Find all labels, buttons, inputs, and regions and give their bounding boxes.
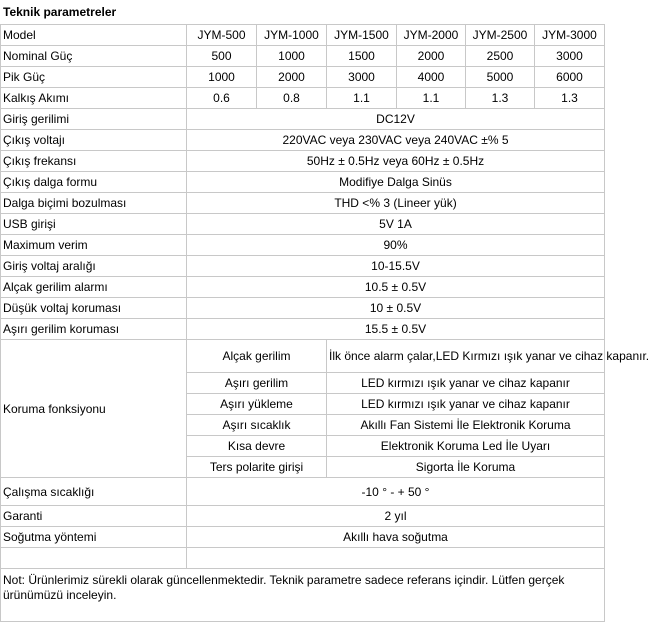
value-cell: 500 [187,46,257,67]
value-cell: 220VAC veya 230VAC veya 240VAC ±% 5 [187,130,605,151]
row-label: Aşırı gerilim koruması [1,319,187,340]
value-cell: THD <% 3 (Lineer yük) [187,193,605,214]
value-cell: 2000 [257,67,327,88]
value-cell: 10-15.5V [187,256,605,277]
value-cell: 1000 [257,46,327,67]
value-cell: 2 yıl [187,506,605,527]
value-cell: 1.3 [466,88,535,109]
protection-item-value: Elektronik Koruma Led İle Uyarı [327,436,605,457]
table-row [1,88,605,109]
value-cell: 1000 [187,67,257,88]
value-cell: 2500 [466,46,535,67]
model-cell: JYM-2000 [397,25,466,46]
value-cell: 2000 [397,46,466,67]
row-label: Çıkış frekansı [1,151,187,172]
table-row [1,151,605,172]
row-label: Pik Güç [1,67,187,88]
table-row [1,506,605,527]
table-row [1,256,605,277]
empty-cell [1,548,187,569]
value-cell: DC12V [187,109,605,130]
value-cell: 6000 [535,67,605,88]
value-cell: 1.3 [535,88,605,109]
protection-item-name: Aşırı gerilim [187,373,327,394]
protection-item-name: Aşırı sıcaklık [187,415,327,436]
table-row [1,193,605,214]
row-label: Giriş gerilimi [1,109,187,130]
note-row [1,569,605,622]
model-cell: JYM-500 [187,25,257,46]
value-cell: 5000 [466,67,535,88]
table-row [1,298,605,319]
page-title: Teknik parametreler [3,5,117,19]
table-row [1,527,605,548]
empty-row [1,548,605,569]
table-header-row [1,25,605,46]
row-label: Düşük voltaj koruması [1,298,187,319]
value-cell: 15.5 ± 0.5V [187,319,605,340]
row-label: Kalkış Akımı [1,88,187,109]
table-row [1,67,605,88]
value-cell: 1.1 [327,88,397,109]
value-cell: 0.8 [257,88,327,109]
protection-item-name: Aşırı yükleme [187,394,327,415]
table-row [1,130,605,151]
model-cell: JYM-3000 [535,25,605,46]
value-cell: 3000 [327,67,397,88]
value-cell: -10 ° - + 50 ° [187,478,605,506]
value-cell: 4000 [397,67,466,88]
value-cell: Akıllı hava soğutma [187,527,605,548]
row-label: Dalga biçimi bozulması [1,193,187,214]
row-label: Soğutma yöntemi [1,527,187,548]
value-cell: 50Hz ± 0.5Hz veya 60Hz ± 0.5Hz [187,151,605,172]
table-row [1,340,605,373]
protection-item-value: LED kırmızı ışık yanar ve cihaz kapanır [327,373,605,394]
value-cell: 0.6 [187,88,257,109]
protection-item-name: Alçak gerilim [187,340,327,373]
model-cell: JYM-1500 [327,25,397,46]
value-cell: 3000 [535,46,605,67]
value-cell: 90% [187,235,605,256]
table-row [1,109,605,130]
row-label: Çıkış voltajı [1,130,187,151]
model-cell: JYM-2500 [466,25,535,46]
protection-item-name: Ters polarite girişi [187,457,327,478]
table-row [1,214,605,235]
table-row [1,46,605,67]
value-cell: 1.1 [397,88,466,109]
protection-item-value: İlk önce alarm çalar,LED Kırmızı ışık yanar ve cihaz kapanır. [327,340,605,373]
table-row [1,319,605,340]
spec-table [0,24,649,622]
protection-item-value: Sigorta İle Koruma [327,457,605,478]
row-label: Çıkış dalga formu [1,172,187,193]
note-text: Not: Ürünlerimiz sürekli olarak güncellenmektedir. Teknik parametre sadece referans içindir. Lütfen gerçek ürünümüzü inceleyin. [3,573,565,602]
row-label: Çalışma sıcaklığı [1,478,187,506]
table-row [1,478,605,506]
value-cell: 10 ± 0.5V [187,298,605,319]
value-cell: 5V 1A [187,214,605,235]
row-label: USB girişi [1,214,187,235]
table-row [1,277,605,298]
table-row [1,235,605,256]
protection-item-value: Akıllı Fan Sistemi İle Elektronik Koruma [327,415,605,436]
model-cell: JYM-1000 [257,25,327,46]
note-cell [1,569,605,622]
row-label: Maximum verim [1,235,187,256]
protection-label: Koruma fonksiyonu [1,340,187,478]
value-cell: 1500 [327,46,397,67]
row-label: Alçak gerilim alarmı [1,277,187,298]
value-cell: Modifiye Dalga Sinüs [187,172,605,193]
protection-item-value: LED kırmızı ışık yanar ve cihaz kapanır [327,394,605,415]
row-label: Garanti [1,506,187,527]
value-cell: 10.5 ± 0.5V [187,277,605,298]
protection-item-name: Kısa devre [187,436,327,457]
empty-cell [187,548,605,569]
header-label: Model [1,25,187,46]
table-row [1,172,605,193]
row-label: Giriş voltaj aralığı [1,256,187,277]
row-label: Nominal Güç [1,46,187,67]
